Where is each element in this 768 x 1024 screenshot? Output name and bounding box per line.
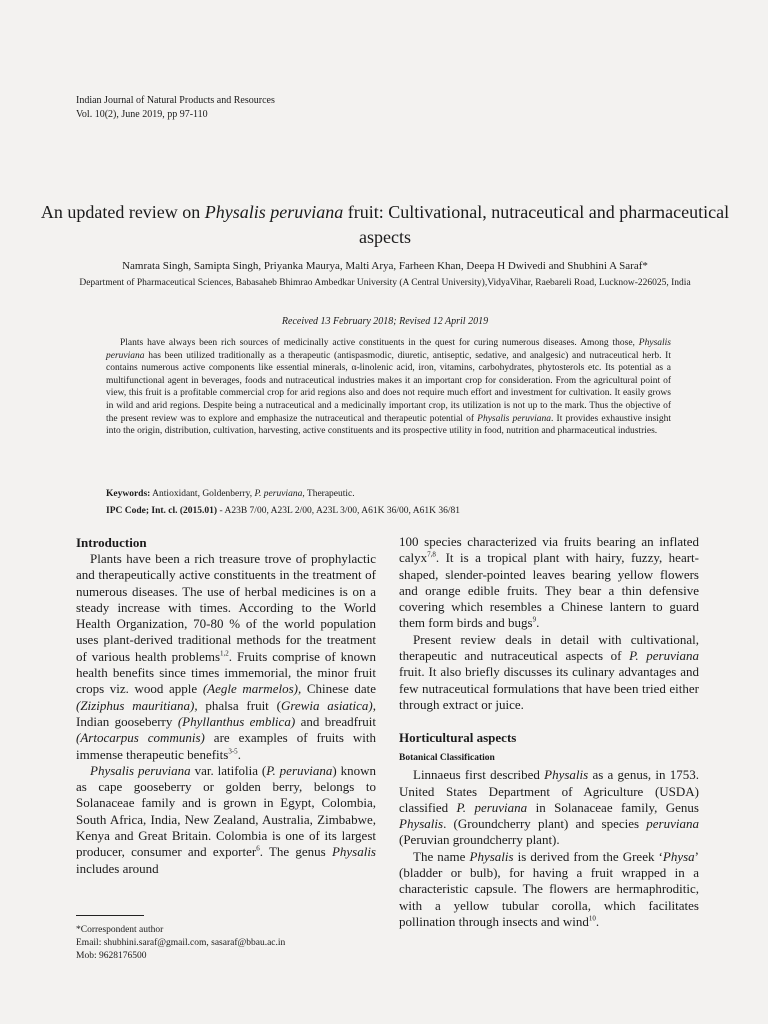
section-gap xyxy=(399,713,699,730)
section-heading-horticultural: Horticultural aspects xyxy=(399,730,517,746)
right-column xyxy=(399,534,699,930)
footnote-email: Email: shubhini.saraf@gmail.com, sasaraf@bbau.ac.in xyxy=(76,938,286,948)
affiliation: Department of Pharmaceutical Sciences, Babasaheb Bhimrao Ambedkar University (A Central University),VidyaVihar, Raebareli Road, Lucknow-226025, India xyxy=(79,278,691,288)
intro-paragraph-2: Physalis peruviana var. latifolia (P. peruviana) known as cape gooseberry or golden berry, belongs to Solanaceae family and is grown in Egypt, Colombia, South Africa, India, New Zealand, Australia, Zimbabwe, Kenya and Great Britain. Colombia is one of its largest producer, consumer and exporter$^6$. The genus Physalis includes around xyxy=(76,762,377,876)
left-column xyxy=(76,535,376,877)
journal-header xyxy=(76,94,275,122)
abstract: Plants have always been rich sources of medicinally active constituents in the quest for curing numerous diseases. Among those, Physalis peruviana has been utilized traditionally as a therapeutic (antispasmodic, diuretic, antiseptic, sedative, and analgesic) and nutraceutical herb. It contains numerous active components like essential minerals, α-linolenic acid, iron, vitamins, carbohydrates, phytosterols etc. Its potential as a multifunctional agent in beverages, foods and nutraceutical industries makes it an important crop for consideration. From the agricultural point of view, this fruit is a profitable commercial crop for arid regions also and does not require much effort and investment for cultivation. It easily grows in wild and arid regions. Despite being a nutraceutical and a medicinally important crop, its utilization is not up to the mark. Thus the objective of the present review was to explore and emphasize the nutraceutical and therapeutic potential of Physalis peruviana. It provides exhaustive insight into the origin, distribution, cultivation, harvesting, active constituents and its prospective utility in food, nutrition and pharmaceutical industries. xyxy=(106,338,672,437)
footnote-divider xyxy=(76,915,144,916)
ipc-code: IPC Code; Int. cl. (2015.01) - A23B 7/00, A23L 2/00, A23L 3/00, A61K 36/00, A61K 36/81 xyxy=(106,506,460,516)
footnote-mobile: Mob: 9628176500 xyxy=(76,951,147,961)
intro-paragraph-3: Present review deals in detail with cultivational, therapeutic and nutraceutical aspects of P. peruviana fruit. It also briefly discusses its culinary advantages and few nutraceutical formulations that have been tried either through extract or juice. xyxy=(399,631,699,712)
intro-paragraph-2-continued: 100 species characterized via fruits bearing an inflated calyx$^{7,8}$. It is a tropical plant with hairy, fuzzy, heart-shaped, slender-pointed leaves bearing yellow flowers and orange edible fruits. They bear a thin defensive covering which resembles a Chinese lantern to guard them form birds and bugs$^9$. xyxy=(399,534,699,631)
botanical-paragraph-2: The name Physalis is derived from the Greek ‘Physa’ (bladder or bulb), for having a fruit wrapped in a characteristic capsule. The flowers are hermaphroditic, with a yellow tubular corolla, which facilitates pollination through insects and wind$^{10}$. xyxy=(399,848,699,929)
author-list: Namrata Singh, Samipta Singh, Priyanka Maurya, Malti Arya, Farheen Khan, Deepa H Dwivedi and Shubhini A Saraf* xyxy=(122,260,648,272)
journal-name: Indian Journal of Natural Products and Resources xyxy=(76,95,275,106)
footnote xyxy=(76,924,285,963)
botanical-paragraph-1: Linnaeus first described Physalis as a genus, in 1753. United States Department of Agriculture (USDA) classified P. peruviana in Solanaceae family, Genus Physalis. (Groundcherry plant) and species peruviana (Peruvian groundcherry plant). xyxy=(399,767,699,848)
subsection-heading-botanical: Botanical Classification xyxy=(399,753,495,764)
footnote-correspondent: *Correspondent author xyxy=(76,925,164,935)
keywords: Keywords: Antioxidant, Goldenberry, P. peruviana, Therapeutic. xyxy=(106,489,355,499)
section-heading-introduction: Introduction xyxy=(76,535,147,550)
journal-volume: Vol. 10(2), June 2019, pp 97-110 xyxy=(76,109,208,120)
received-dates: Received 13 February 2018; Revised 12 April 2019 xyxy=(281,316,489,327)
intro-paragraph-1: Plants have been a rich treasure trove of prophylactic and therapeutically active constituents in the treatment of numerous diseases. The use of herbal medicines is on a steady increase with times. According to the World Health Organization, 70-80 % of the world population uses plant-derived traditional methods for the treatment of various health problems$^{1,2}$. Fruits comprise of known health benefits since times immemorial, the minor fruit crops viz. wood apple (Aegle marmelos), Chinese date (Ziziphus mauritiana), phalsa fruit (Grewia asiatica), Indian gooseberry (Phyllanthus emblica) and breadfruit (Artocarpus communis) are examples of fruits with immense therapeutic benefits$^{3-5}$. xyxy=(76,551,377,762)
article-title: An updated review on Physalis peruviana fruit: Cultivational, nutraceutical and pharmaceutical aspects xyxy=(40,202,730,247)
